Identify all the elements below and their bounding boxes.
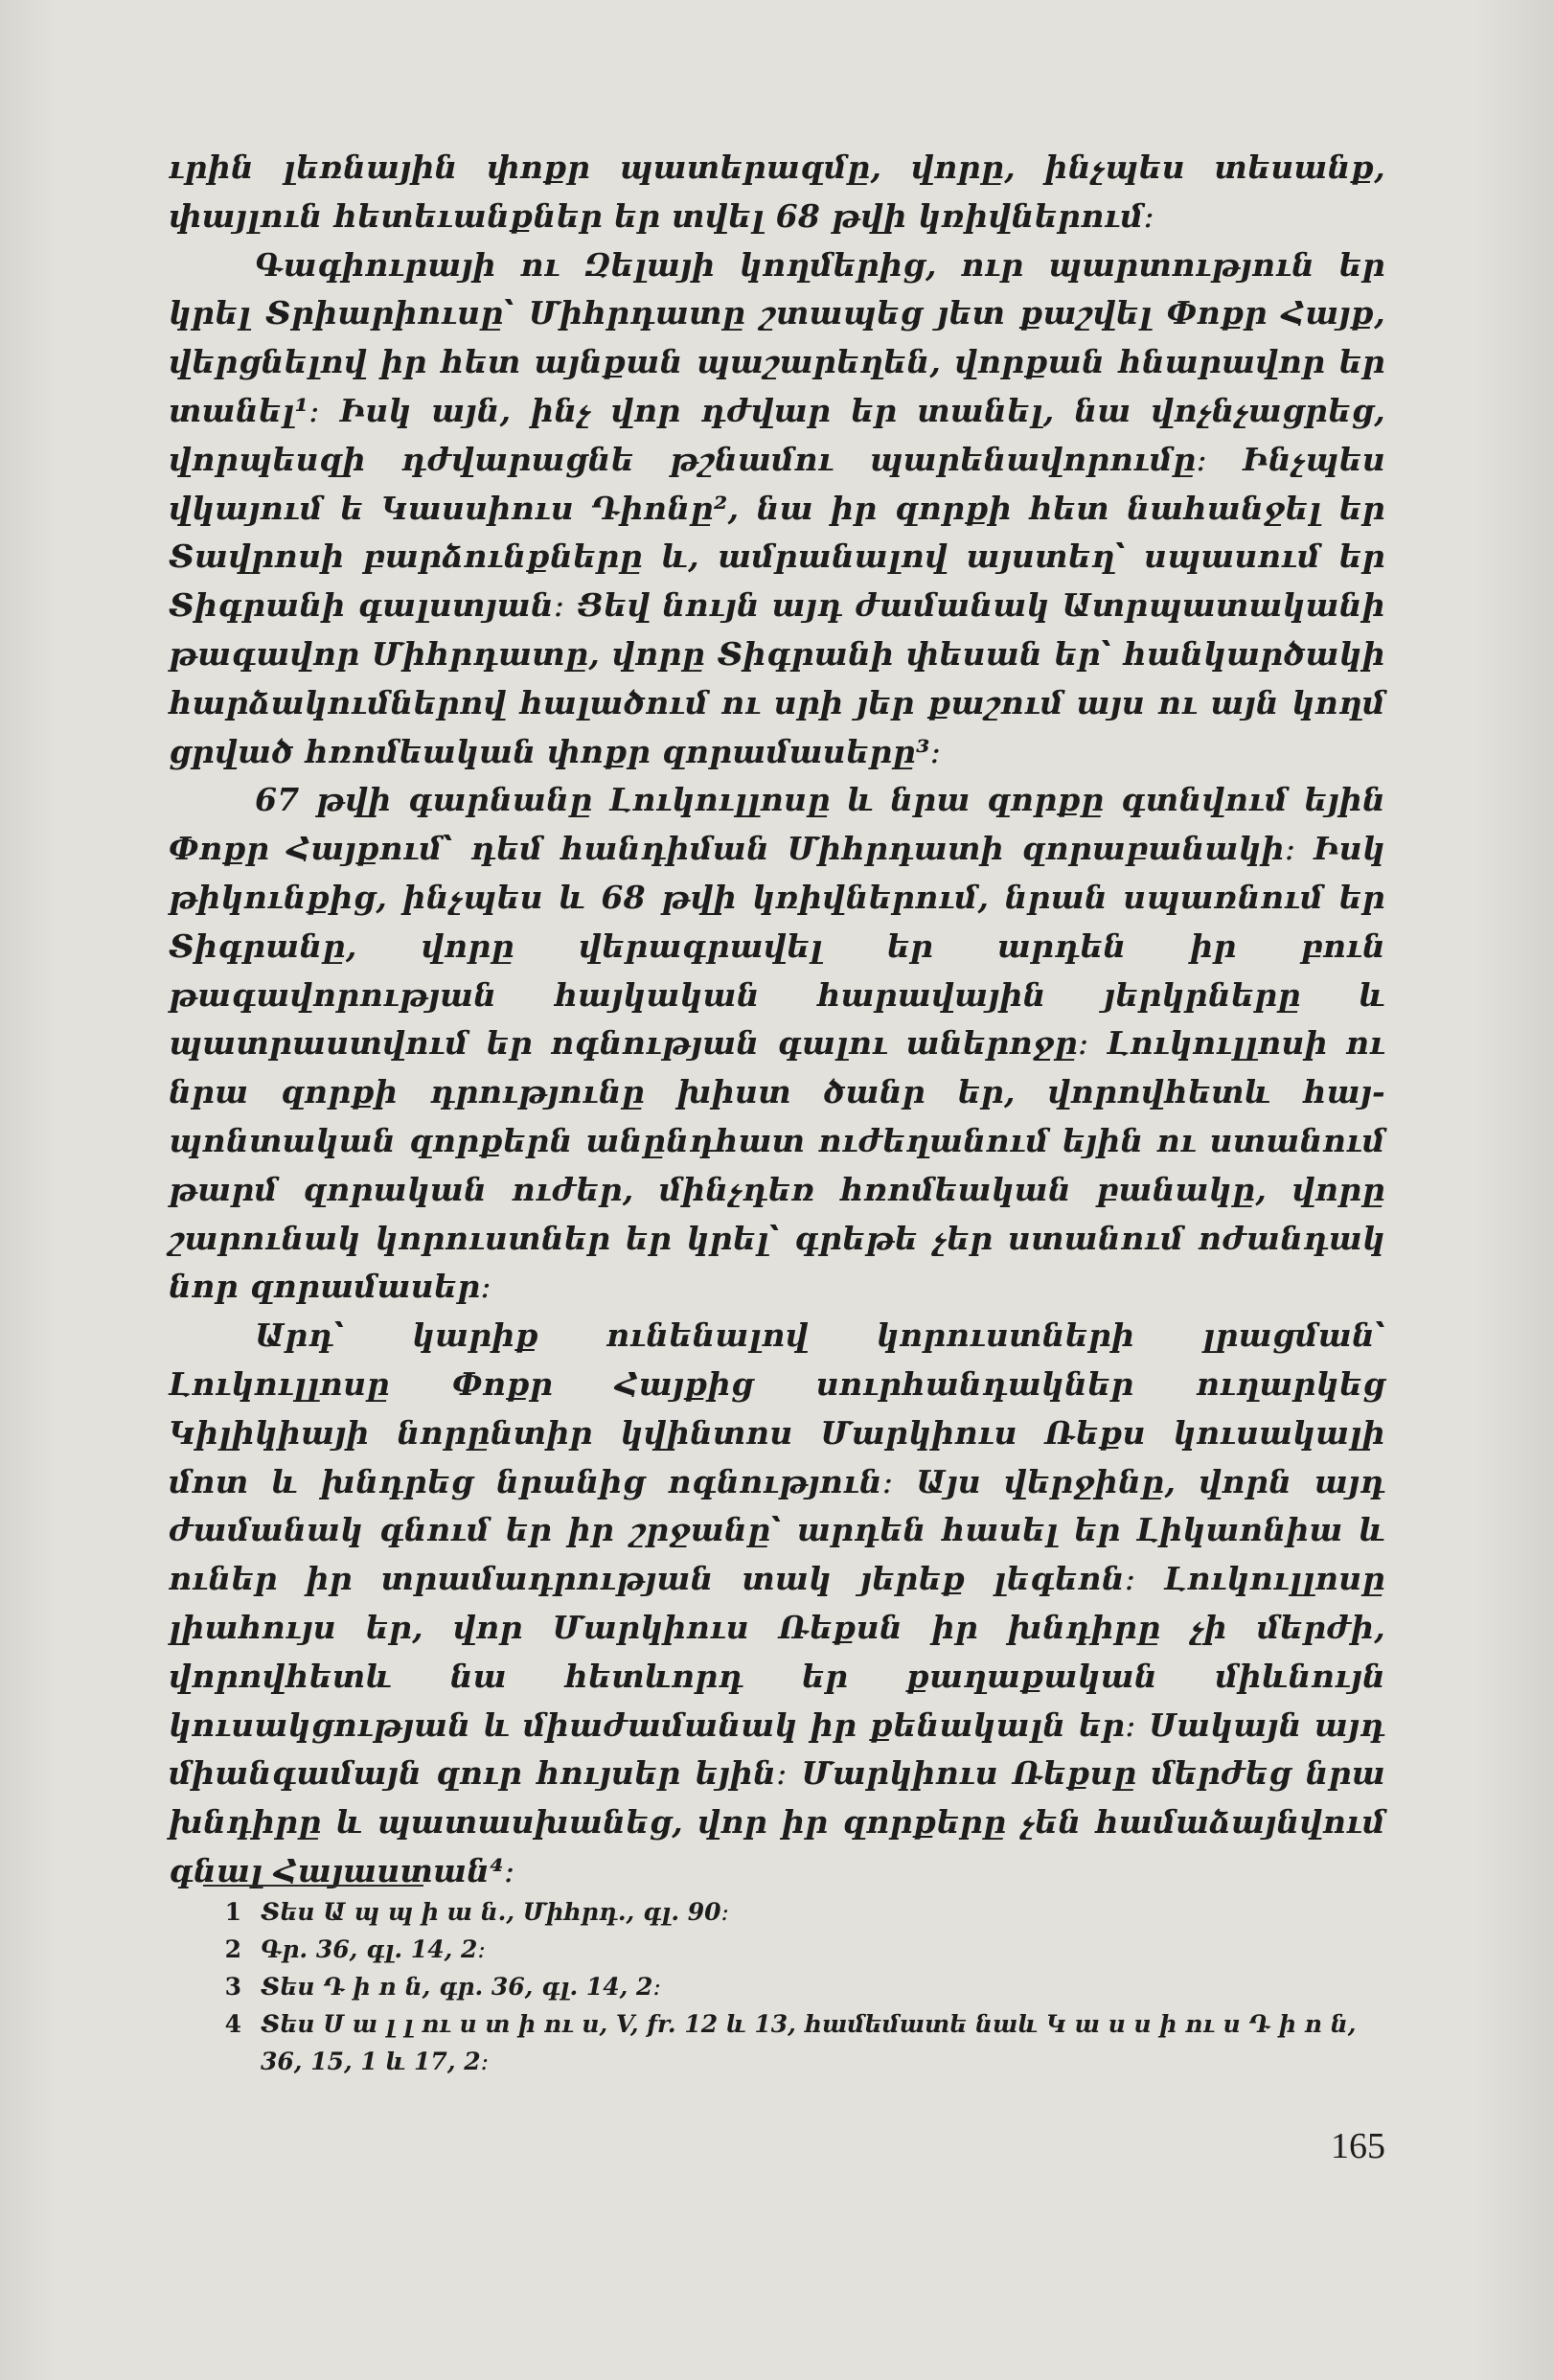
page-number: 165 bbox=[1331, 2126, 1385, 2166]
footnote-text: Գր. 36, գլ. 14, 2։ bbox=[261, 1935, 486, 1963]
footnote-number: 1 bbox=[224, 1898, 241, 1926]
footnotes bbox=[169, 1893, 1385, 2080]
footnote-number: 2 bbox=[224, 1935, 241, 1963]
paragraph: 67 թվի գարնանը Լուկուլլոսը և նրա զորքը գտնվում եյին Փոքր Հայքում՝ դեմ հանդիման Միհրդատի զորաբանակի։ Իսկ թիկունքից, ինչպես և 68 թվի կռիվներում, նրան սպառնում եր Տիգրանը, վորը վերագրավել եր արդեն իր բուն թագավորության հայկական հարավային յերկրները և պատրաստվում եր ոգնության գալու աներոջը։ Լուկուլլոսի ու նրա զորքի դրությունը խիստ ծանր եր, վորովհետև հայ-պոնտական զորքերն անընդհատ ուժեղանում եյին ու ստանում թարմ զորական ուժեր, մինչդեռ հռոմեական բանակը, վորը շարունակ կորուստներ եր կրել՝ գրեթե չեր ստանում ոժանդակ նոր զորամասեր։ bbox=[169, 781, 1385, 1306]
footnote-number: 3 bbox=[224, 1973, 241, 2001]
footnote bbox=[169, 1968, 1385, 2005]
paragraph: Գագիուրայի ու Զելայի կողմերից, ուր պարտություն եր կրել Տրիարիուսը՝ Միհրդատը շտապեց յետ քաշվել Փոքր Հայք, վերցնելով իր հետ այնքան պաշարեղեն, վորքան հնարավոր եր տանել¹։ Իսկ այն, ինչ վոր դժվար եր տանել, նա վոչնչացրեց, վորպեսզի դժվարացնե թշնամու պարենավորումը։ Ինչպես վկայում ե Կասսիուս Դիոնը², նա իր զորքի հետ նահանջել եր Տավրոսի բարձունքները և, ամրանալով այստեղ՝ սպասում եր Տիգրանի գալստյան։ Ցեվ նույն այդ ժամանակ Ատրպատականի թագավոր Միհրդատը, վորը Տիգրանի փեսան եր՝ հանկարծակի հարձակումներով հալածում ու սրի յեր քաշում այս ու այն կողմ ցրված հռոմեական փոքր զորամասերը³։ bbox=[169, 245, 1385, 770]
footnote-text: Տես Դ ի ո ն, գր. 36, գլ. 14, 2։ bbox=[261, 1973, 661, 2001]
main-text bbox=[169, 144, 1385, 1896]
footnote-text: Տես Ս ա լ լ ու ս տ ի ու ս, V, fr. 12 և 13, համեմատե նաև Կ ա ս ս ի ու ս Դ ի ո ն, 36, 15, 1 և 17, 2։ bbox=[261, 2010, 1357, 2075]
footnote-number: 4 bbox=[224, 2010, 241, 2038]
footnote bbox=[169, 1931, 1385, 1968]
footnote bbox=[169, 2005, 1385, 2080]
paragraph: Արդ՝ կարիք ունենալով կորուստների լրացման՝ Լուկուլլոսը Փոքր Հայքից սուրհանդակներ ուղարկեց Կիլիկիայի նորընտիր կվինտոս Մարկիուս Ռեքս կուսակալի մոտ և խնդրեց նրանից ոգնություն։ Այս վերջինը, վորն այդ ժամանակ գնում եր իր շրջանը՝ արդեն հասել եր Լիկաոնիա և ուներ իր տրամադրության տակ յերեք լեգեոն։ Լուկուլլոսը լիահույս եր, վոր Մարկիուս Ռեքսն իր խնդիրը չի մերժի, վորովհետև նա հետևորդ եր քաղաքական միևնույն կուսակցության և միաժամանակ իր քենակալն եր։ Սակայն այդ միանգամայն զուր հույսեր եյին։ Մարկիուս Ռեքսը մերժեց նրա խնդիրը և պատասխանեց, վոր իր զորքերը չեն համաձայնվում գնալ Հայաստան⁴։ bbox=[169, 1316, 1385, 1889]
footnote-text: Տես Ա պ պ ի ա ն., Միհրդ., գլ. 90։ bbox=[261, 1898, 730, 1926]
footnote bbox=[169, 1893, 1385, 1931]
paragraph-continued: ւրին լեռնային փոքր պատերազմը, վորը, ինչպես տեսանք, փայլուն հետեւանքներ եր տվել 68 թվի կռիվներում։ bbox=[169, 149, 1385, 235]
footnote-separator bbox=[203, 1885, 423, 1887]
